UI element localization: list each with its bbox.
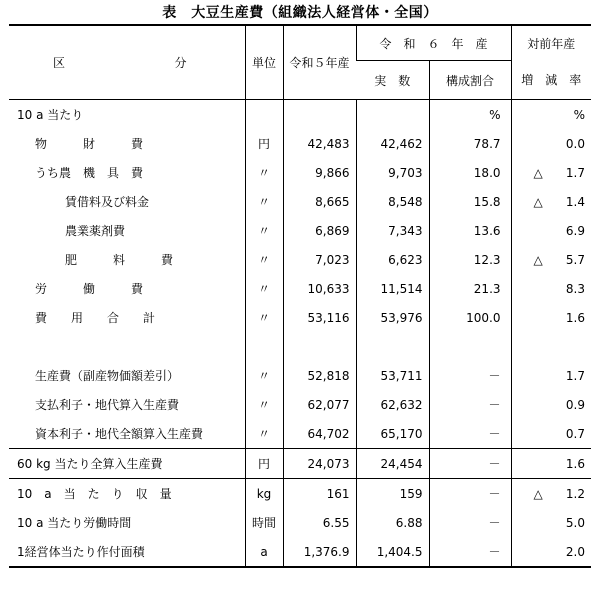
row-unit: 〃 <box>245 216 283 245</box>
row-change <box>511 479 591 509</box>
table-row <box>9 216 591 245</box>
row-label-text: 費 用 合 計 <box>35 311 156 325</box>
header-change-bottom: 増 減 率 <box>511 61 591 100</box>
row-change <box>511 187 591 216</box>
row-ratio: － <box>429 449 511 479</box>
row-change <box>511 303 591 332</box>
row-r6-value: 42,462 <box>356 129 429 158</box>
row-r5-value: 64,702 <box>283 419 356 449</box>
row-r6-value: 65,170 <box>356 419 429 449</box>
decrease-triangle-icon: △ <box>533 165 543 180</box>
row-ratio: 18.0 <box>429 158 511 187</box>
row-unit: 〃 <box>245 419 283 449</box>
row-change <box>511 100 591 130</box>
row-change-value: 5.0 <box>565 515 586 530</box>
table-title: 表 大豆生産費（組織法人経営体・全国） <box>162 5 438 21</box>
row-unit: 時間 <box>245 508 283 537</box>
row-label-text: 10 a 当たり労働時間 <box>17 516 132 530</box>
row-change <box>511 419 591 449</box>
row-ratio: 13.6 <box>429 216 511 245</box>
row-ratio: － <box>429 537 511 567</box>
row-r5-value: 42,483 <box>283 129 356 158</box>
row-label-text: 農業薬剤費 <box>65 224 126 238</box>
row-change-value: 5.7 <box>565 252 586 267</box>
row-change-value: 6.9 <box>565 223 586 238</box>
row-change <box>511 158 591 187</box>
row-ratio: 21.3 <box>429 274 511 303</box>
row-r5-value: 24,073 <box>283 449 356 479</box>
row-r6-value <box>356 100 429 130</box>
table-row <box>9 479 591 509</box>
row-unit: kg <box>245 479 283 509</box>
row-label <box>9 216 245 245</box>
row-change-value: 2.0 <box>565 544 586 559</box>
header-category <box>9 25 245 100</box>
row-ratio: % <box>429 100 511 130</box>
row-ratio <box>429 332 511 361</box>
row-label <box>9 479 245 509</box>
row-unit: 〃 <box>245 361 283 390</box>
row-label <box>9 129 245 158</box>
row-unit: 〃 <box>245 303 283 332</box>
row-ratio: － <box>429 390 511 419</box>
row-label <box>9 245 245 274</box>
table-row <box>9 274 591 303</box>
row-r5-value: 8,665 <box>283 187 356 216</box>
row-label-text: 生産費（副産物価額差引） <box>35 369 180 383</box>
row-ratio: 15.8 <box>429 187 511 216</box>
header-category-left: 区 <box>53 56 66 70</box>
table-row <box>9 129 591 158</box>
row-unit: 〃 <box>245 390 283 419</box>
row-change <box>511 129 591 158</box>
row-unit: 〃 <box>245 158 283 187</box>
row-unit <box>245 100 283 130</box>
row-change-value: 0.9 <box>565 397 586 412</box>
row-r6-value: 53,976 <box>356 303 429 332</box>
table-row <box>9 419 591 449</box>
row-label-text: 10 a 当 た り 収 量 <box>17 487 172 501</box>
row-r6-value: 53,711 <box>356 361 429 390</box>
row-r6-value: 1,404.5 <box>356 537 429 567</box>
row-change <box>511 508 591 537</box>
header-r6-ratio: 構成割合 <box>429 61 511 100</box>
row-label-text: 資本利子・地代全額算入生産費 <box>35 427 204 441</box>
row-label <box>9 187 245 216</box>
row-ratio: － <box>429 479 511 509</box>
row-change-value: 1.2 <box>565 486 586 501</box>
row-r6-value: 6,623 <box>356 245 429 274</box>
row-r6-value: 24,454 <box>356 449 429 479</box>
row-r6-value: 7,343 <box>356 216 429 245</box>
row-unit: 〃 <box>245 274 283 303</box>
row-change <box>511 390 591 419</box>
row-change <box>511 245 591 274</box>
header-unit: 単位 <box>245 25 283 100</box>
row-unit: 円 <box>245 129 283 158</box>
row-ratio: － <box>429 419 511 449</box>
row-label-text: 1経営体当たり作付面積 <box>17 545 145 559</box>
row-r6-value: 9,703 <box>356 158 429 187</box>
row-change <box>511 361 591 390</box>
row-change <box>511 537 591 567</box>
row-change-value: 1.7 <box>565 368 586 383</box>
row-unit: 〃 <box>245 187 283 216</box>
header-category-right: 分 <box>174 56 187 70</box>
row-r6-value: 8,548 <box>356 187 429 216</box>
row-label <box>9 390 245 419</box>
table-row <box>9 537 591 567</box>
row-r6-value <box>356 332 429 361</box>
table-row <box>9 508 591 537</box>
table-row <box>9 449 591 479</box>
row-change-value: 0.7 <box>565 426 586 441</box>
row-change <box>511 449 591 479</box>
row-label <box>9 158 245 187</box>
row-label-text: 肥 料 費 <box>65 253 174 267</box>
row-unit: 円 <box>245 449 283 479</box>
row-change <box>511 332 591 361</box>
row-unit: 〃 <box>245 245 283 274</box>
row-change <box>511 274 591 303</box>
row-label-text: 賃借料及び料金 <box>65 195 150 209</box>
table-row <box>9 303 591 332</box>
row-unit <box>245 332 283 361</box>
table-row <box>9 100 591 130</box>
row-r5-value <box>283 100 356 130</box>
row-change-value: 0.0 <box>565 136 586 151</box>
table-row <box>9 332 591 361</box>
row-change <box>511 216 591 245</box>
row-r5-value: 52,818 <box>283 361 356 390</box>
row-ratio: － <box>429 361 511 390</box>
row-change-value: % <box>573 107 586 122</box>
row-ratio: 78.7 <box>429 129 511 158</box>
row-r5-value <box>283 332 356 361</box>
row-r5-value: 62,077 <box>283 390 356 419</box>
row-r5-value: 161 <box>283 479 356 509</box>
table-row <box>9 361 591 390</box>
row-label-text: 60 kg 当たり全算入生産費 <box>17 457 163 471</box>
header-r5: 令和５年産 <box>283 25 356 100</box>
row-label <box>9 449 245 479</box>
row-label <box>9 274 245 303</box>
row-label <box>9 361 245 390</box>
row-ratio: 12.3 <box>429 245 511 274</box>
row-r6-value: 11,514 <box>356 274 429 303</box>
row-r5-value: 1,376.9 <box>283 537 356 567</box>
decrease-triangle-icon: △ <box>533 252 543 267</box>
table-row <box>9 187 591 216</box>
row-ratio: 100.0 <box>429 303 511 332</box>
row-r5-value: 7,023 <box>283 245 356 274</box>
row-r6-value: 159 <box>356 479 429 509</box>
row-change-value: 8.3 <box>565 281 586 296</box>
row-r5-value: 10,633 <box>283 274 356 303</box>
row-label-text: うち農 機 具 費 <box>35 166 144 180</box>
row-label <box>9 419 245 449</box>
header-r6: 令 和 ６ 年 産 <box>356 25 511 61</box>
row-label <box>9 537 245 567</box>
row-label-text: 労 働 費 <box>35 282 144 296</box>
row-label <box>9 100 245 130</box>
row-r5-value: 53,116 <box>283 303 356 332</box>
row-ratio: － <box>429 508 511 537</box>
row-change-value: 1.6 <box>565 310 586 325</box>
row-label <box>9 303 245 332</box>
header-change-top: 対前年産 <box>511 25 591 61</box>
row-r5-value: 9,866 <box>283 158 356 187</box>
header-r6-amount: 実 数 <box>356 61 429 100</box>
header-row-1 <box>9 25 591 61</box>
soybean-cost-table <box>9 24 591 568</box>
table-row <box>9 390 591 419</box>
table-row <box>9 245 591 274</box>
decrease-triangle-icon: △ <box>533 194 543 209</box>
row-change-value: 1.6 <box>565 456 586 471</box>
row-label-text: 物 財 費 <box>35 137 144 151</box>
row-r5-value: 6,869 <box>283 216 356 245</box>
row-label <box>9 508 245 537</box>
row-label-text: 10 a 当たり <box>17 108 84 122</box>
row-change-value: 1.4 <box>565 194 586 209</box>
row-unit: a <box>245 537 283 567</box>
table-row <box>9 158 591 187</box>
row-label-text: 支払利子・地代算入生産費 <box>35 398 180 412</box>
row-r6-value: 62,632 <box>356 390 429 419</box>
row-label <box>9 332 245 361</box>
decrease-triangle-icon: △ <box>533 486 543 501</box>
row-r5-value: 6.55 <box>283 508 356 537</box>
row-r6-value: 6.88 <box>356 508 429 537</box>
row-change-value: 1.7 <box>565 165 586 180</box>
